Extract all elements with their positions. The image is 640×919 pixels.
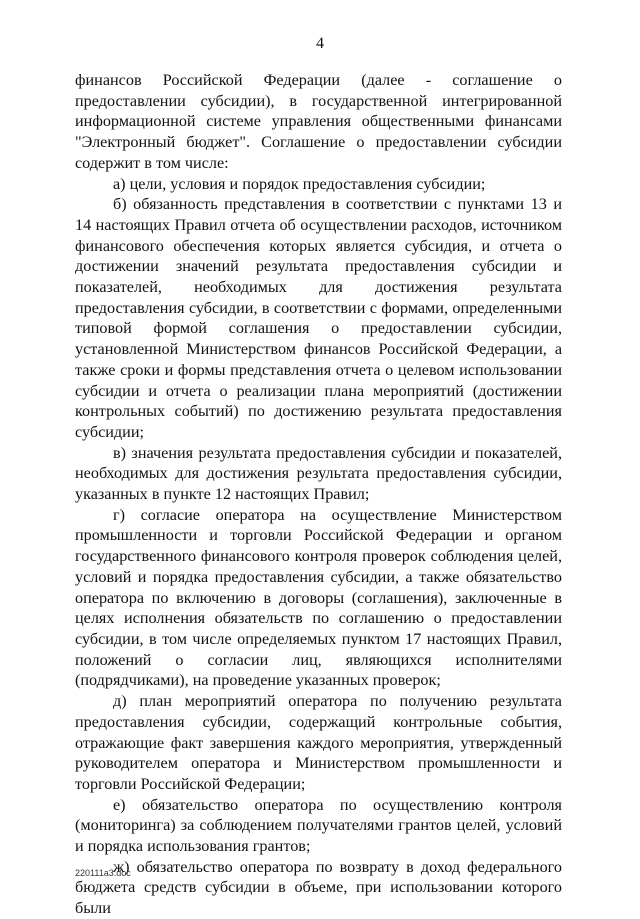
paragraph-item-g: г) согласие оператора на осуществление Министерством промышленности и торговли Российской Федерации и органом государственного финансового контроля проверок соблюдения целей, условий и порядка предоставления субсидии, а также обязательство оператора по включению в договоры (соглашения), заключенные в целях исполнения обязательств по соглашению о предоставлении субсидии, в том числе определяемых пунктом 17 настоящих Правил, положений о согласии лиц, являющихся исполнителями (подрядчиками), на проведение указанных проверок; — [75, 505, 562, 690]
page-number: 4 — [316, 35, 324, 52]
footer-filename: 220111a3.doc — [75, 868, 131, 878]
document-body — [75, 70, 562, 919]
paragraph-item-v: в) значения результата предоставления субсидии и показателей, необходимых для достижения результата предоставления субсидии, указанных в пункте 12 настоящих Правил; — [75, 443, 562, 504]
paragraph-item-zh: ж) обязательство оператора по возврату в доход федерального бюджета средств субсидии в объеме, при использовании которого были — [75, 857, 562, 918]
paragraph-continuation: финансов Российской Федерации (далее - соглашение о предоставлении субсидии), в государственной интегрированной информационной системе управления общественными финансами "Электронный бюджет". Соглашение о предоставлении субсидии содержит в том числе: — [75, 71, 562, 172]
paragraph-item-d: д) план мероприятий оператора по получению результата предоставления субсидии, содержащий контрольные события, отражающие факт завершения каждого мероприятия, утвержденный руководителем оператора и Министерством промышленности и торговли Российской Федерации; — [75, 692, 562, 793]
paragraph-item-a: а) цели, условия и порядок предоставления субсидии; — [113, 174, 486, 193]
paragraph-item-b: б) обязанность представления в соответствии с пунктами 13 и 14 настоящих Правил отчета об осуществлении расходов, источником финансового обеспечения которых является субсидия, и отчета о достижении значений результата предоставления субсидии и показателей, необходимых для достижения результата предоставления субсидии, в соответствии с формами, определенными типовой формой соглашения о предоставлении субсидии, установленной Министерством финансов Российской Федерации, а также сроки и формы представления отчета о целевом использовании субсидии и отчета о реализации плана мероприятий (достижении контрольных событий) по достижению результата предоставления субсидии; — [75, 195, 562, 441]
paragraph-item-e: е) обязательство оператора по осуществлению контроля (мониторинга) за соблюдением получателями грантов целей, условий и порядка использования грантов; — [75, 795, 562, 856]
